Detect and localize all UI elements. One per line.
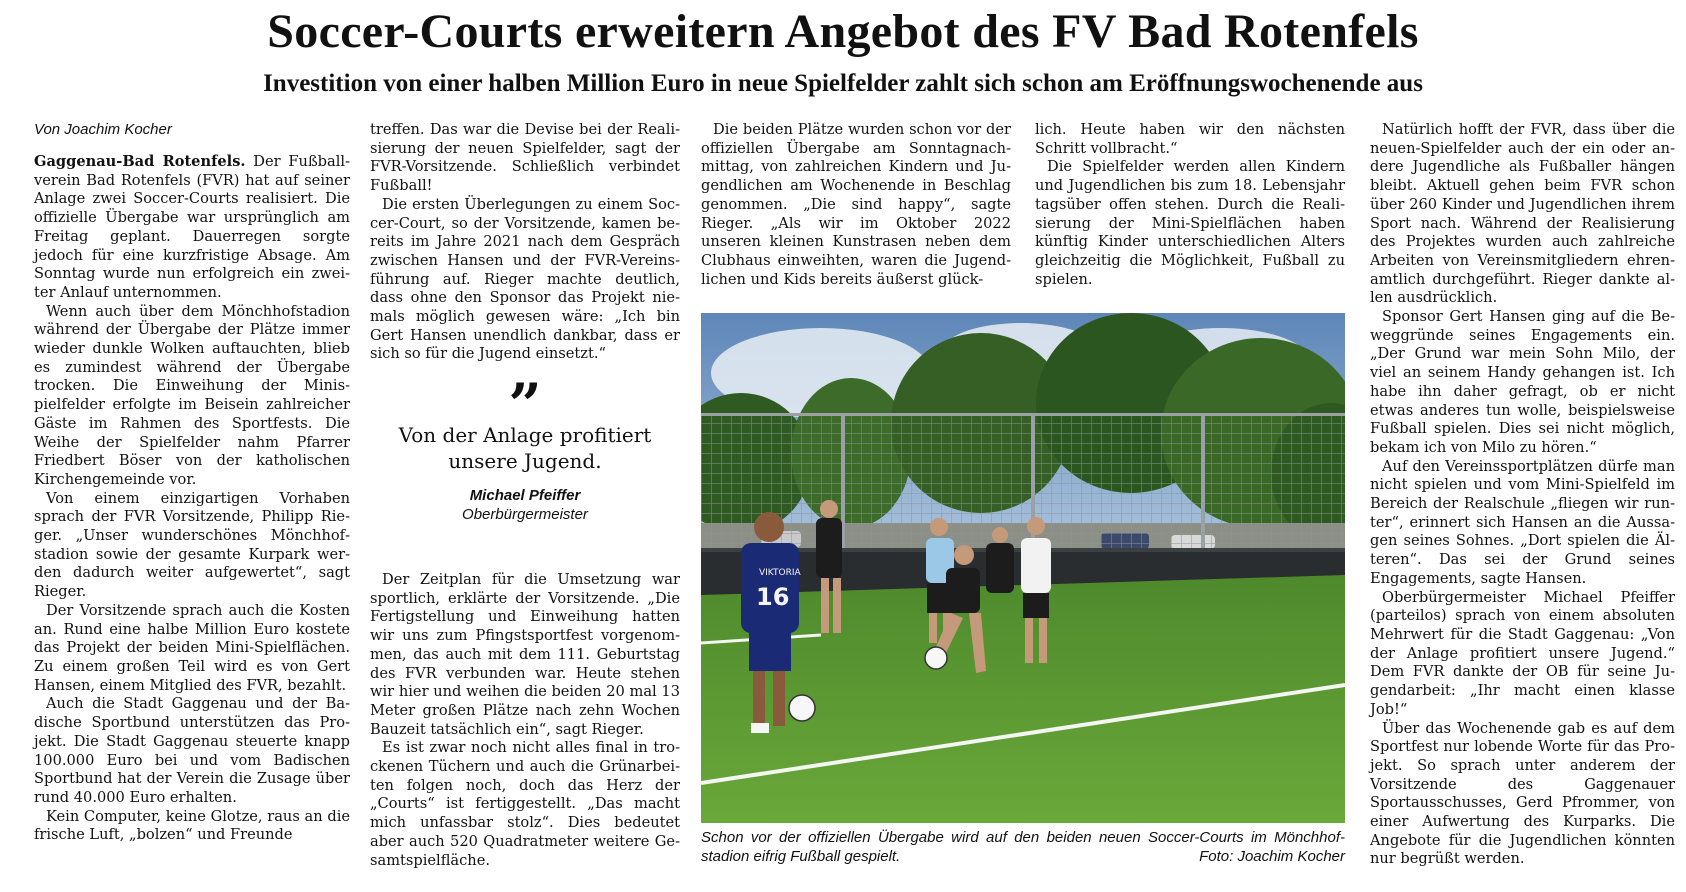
quote-author-role: Oberbürgermeister — [462, 506, 588, 523]
photo-credit: Foto: Joachim Kocher — [1199, 848, 1345, 865]
paragraph: Von einem einzigartigen Vorhaben sprach der FVR Vorsitzende, Philipp Rieger. „Unser wunderschönes Mönchhofstadion sowie der gesamte Kurpark werden dadurch weiter aufgewertet“, sagt Rieger. — [34, 489, 350, 601]
paragraph: Kein Computer, keine Glotze, raus an die frische Luft, „bolzen“ und Freunde — [34, 807, 350, 844]
paragraph: treffen. Das war die Devise bei der Realisierung der neuen Spielfelder, sagt der FVR-Vorsitzende. Schließlich verbindet Fußball! — [370, 121, 680, 195]
article-headline: Soccer-Courts erweitern Angebot des FV Bad Rotenfels — [267, 5, 1419, 58]
paragraph: Auf den Vereinssportplätzen dürfe man nicht spielen und vom Mini-Spielfeld im Bereich der Realschule „fliegen wir runter“, erinnert sich Hansen an die Aussagen seines Sohnes. „Dort spielen die Älteren“. Das sei der Grund seines Engagements, sagte Hansen. — [1370, 457, 1675, 587]
paragraph: Oberbürgermeister Michael Pfeiffer (parteilos) sprach von einem absoluten Mehrwert für die Stadt Gaggenau: „Von der Anlage profitiert unsere Jugend.“ Dem FVR dankte der OB für seine Jugendarbeit: „Ihr macht einen klasse Job!“ — [1370, 588, 1675, 718]
paragraph: Die ersten Überlegungen zu einem Soccer-Court, so der Vorsitzende, kamen bereits im Jahre 2021 nach dem Gespräch zwischen Hansen und der FVR-Vereinsführung auf. Rieger machte deutlich, dass ohne den Sponsor das Projekt niemals möglich gewesen wäre: „Ich bin Gert Hansen unendlich dankbar, dass er sich so für die Jugend einsetzt.“ — [370, 195, 680, 363]
pull-quote — [370, 371, 680, 524]
quote-text: Von der Anlage profitiert unsere Jugend. — [398, 423, 652, 473]
article-column-1 — [34, 121, 350, 845]
paragraph: lich. Heute haben wir den nächsten Schritt vollbracht.“ — [1035, 121, 1345, 157]
paragraph: Auch die Stadt Gaggenau und der Badische Sportbund unterstützen das Projekt. Die Stadt Gaggenau steuerte knapp 100.000 Euro bei und vom Badischen Sportbund hat der Verein die Zusage über rund 40.000 Euro erhalten. — [34, 695, 350, 806]
article-column-2-continued — [370, 571, 680, 870]
paragraph: Sponsor Gert Hansen ging auf die Beweggründe seines Engagements ein. „Der Grund war mein Sohn Milo, der viel an seinem Handy gehangen ist. Ich habe ihn daher gefragt, ob er nicht etwas anderes tun wolle, beispielsweise Fußball spielen. Dies sei nicht möglich, bekam ich von Milo zu hören.“ — [1370, 308, 1675, 456]
paragraph: Der Zeitplan für die Umsetzung war sportlich, erklärte der Vorsitzende. „Die Fertigstellung und Einweihung hatten wir uns zum Pfingstsportfest vorgenommen, das auch mit dem 111. Geburtstag des FVR verbunden war. Heute stehen wir hier und weihen die beiden 20 mal 13 Meter großen Plätze nach zehn Wochen Bauzeit tatsächlich ein“, sagt Rieger. — [370, 571, 680, 738]
paragraph: Die Spielfelder werden allen Kindern und Jugendlichen bis zum 18. Lebensjahr tagsüber offen stehen. Durch die Realisierung der Mini-Spielflächen haben künftig Kinder unterschiedlichen Alters gleichzeitig die Möglichkeit, Fußball zu spielen. — [1035, 158, 1345, 288]
paragraph — [34, 153, 350, 303]
paragraph: Über das Wochenende gab es auf dem Sportfest nur lobende Worte für das Projekt. So sprach unter anderem der Vorsitzende des Gaggenauer Sportausschusses, Gerd Pfrommer, von einer Aufwertung des Kurparks. Die Angebote für die Jugendlichen könnten nur begrüßt werden. — [1370, 719, 1675, 868]
article-column-3 — [701, 121, 1011, 289]
paragraph: Die beiden Plätze wurden schon vor der offiziellen Übergabe am Sonntagnachmittag, von zahlreichen Kindern und Jugendlichen am Wochenende in Beschlag genommen. „Die sind happy“, sagte Rieger. „Als wir im Oktober 2022 unseren kleinen Kunstrasen neben dem Clubhaus einweihten, waren die Jugendlichen und Kids bereits äußerst glück- — [701, 121, 1011, 288]
article-subheadline: Investition von einer halben Million Euro in neue Spielfelder zahlt sich schon am Eröffnungswochenende aus — [263, 70, 1423, 97]
author-byline: Von Joachim Kocher — [34, 121, 172, 138]
soccer-court-photo — [701, 313, 1345, 823]
article-column-4 — [1035, 121, 1345, 289]
quote-author: Michael Pfeiffer — [469, 487, 581, 504]
article-photo — [701, 313, 1345, 823]
paragraph: Es ist zwar noch nicht alles final in trockenen Tüchern und auch die Grünarbeiten folgen noch, doch das Herz der „Courts“ ist fertiggestellt. „Das macht mich unfassbar stolz“. Dies bedeutet aber auch 520 Quadratmeter weitere Gesamtspielfläche. — [370, 739, 680, 869]
article-column-5 — [1370, 121, 1675, 869]
paragraph-text: Der Fußballverein Bad Rotenfels (FVR) hat auf seiner Anlage zwei Soccer-Courts realisiert. Die offizielle Übergabe war ursprünglich am Freitag geplant. Dauerregen sorgte jedoch für eine kurzfristige Absage. Am Sonntag wurde nun erfolgreich ein zweiter Anlauf unternommen. — [34, 153, 351, 301]
photo-caption — [701, 828, 1345, 866]
jersey-text: VIKTORIA — [759, 568, 801, 578]
dateline: Gaggenau-Bad Rotenfels. — [34, 153, 246, 170]
caption-text: Schon vor der offiziellen Übergabe wird auf den beiden neuen Soccer-Courts im Mönchhofstadion eifrig Fußball gespielt. — [701, 829, 1345, 865]
jersey-number: 16 — [756, 583, 790, 611]
paragraph: Natürlich hofft der FVR, dass über die neuen-Spielfelder auch der ein oder andere Jugendliche als Fußballer hängen bleibt. Aktuell gehen beim FVR schon über 260 Kinder und Jugendlichen ihrem Sport nach. Während der Realisierung des Projektes wurden auch zahlreiche Arbeiten von Vereinsmitgliedern ehrenamtlich durchgeführt. Rieger dankte allen ausdrücklich. — [1370, 121, 1675, 307]
paragraph: Der Vorsitzende sprach auch die Kosten an. Rund eine halbe Million Euro kostete das Projekt der beiden Mini-Spielflächen. Zu einem großen Teil wird es von Gert Hansen, einem Mitglied des FVR, bezahlt. — [34, 601, 350, 694]
quote-mark-icon: ” — [508, 371, 542, 439]
paragraph: Wenn auch über dem Mönchhofstadion während der Übergabe der Plätze immer wieder dunkle Wolken auftauchten, blieb es zumindest während der Übergabe trocken. Die Einweihung der Minispielfelder erfolgte im Beisein zahlreicher Gäste im Rahmen des Sportfests. Die Weihe der Spielfelder nahm Pfarrer Friedbert Böser von der katholischen Kirchengemeinde vor. — [34, 302, 350, 488]
article-column-2 — [370, 121, 680, 364]
